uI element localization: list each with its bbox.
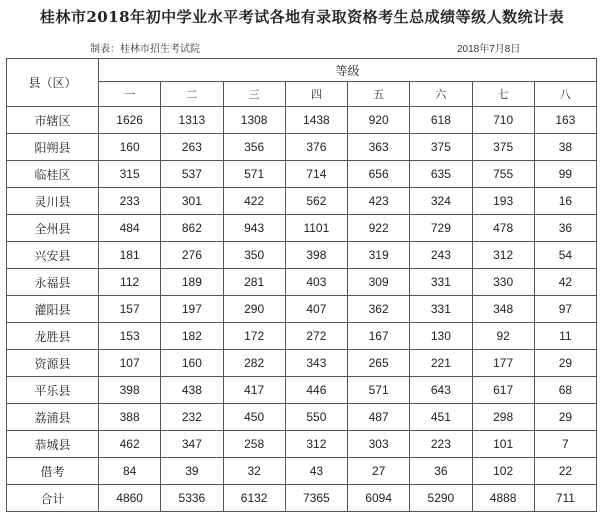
table-cell: 446 (285, 377, 347, 404)
table-cell: 407 (285, 296, 347, 323)
table-cell: 163 (534, 107, 596, 134)
table-cell: 711 (534, 485, 596, 512)
table-cell: 562 (285, 188, 347, 215)
table-cell: 160 (99, 134, 161, 161)
row-label-cell: 资源县 (7, 350, 99, 377)
table-cell: 1438 (285, 107, 347, 134)
table-cell: 1626 (99, 107, 161, 134)
table-cell: 375 (410, 134, 472, 161)
table-cell: 403 (285, 269, 347, 296)
table-cell: 438 (161, 377, 223, 404)
statistics-table (6, 58, 597, 512)
table-cell: 4860 (99, 485, 161, 512)
table-cell: 11 (534, 323, 596, 350)
table-cell: 656 (348, 161, 410, 188)
table-row (7, 134, 597, 161)
table-cell: 221 (410, 350, 472, 377)
table-cell: 422 (223, 188, 285, 215)
table-cell: 1313 (161, 107, 223, 134)
table-cell: 102 (472, 458, 534, 485)
column-header-cell: 三 (223, 82, 285, 107)
table-cell: 571 (223, 161, 285, 188)
table-cell: 276 (161, 242, 223, 269)
table-cell: 281 (223, 269, 285, 296)
table-cell: 6094 (348, 485, 410, 512)
table-cell: 99 (534, 161, 596, 188)
table-cell: 172 (223, 323, 285, 350)
header-row-group (7, 59, 597, 82)
table-cell: 181 (99, 242, 161, 269)
table-row (7, 107, 597, 134)
table-cell: 130 (410, 323, 472, 350)
row-label-cell: 兴安县 (7, 242, 99, 269)
table-maker: 制表：桂林市招生考试院 (90, 44, 200, 55)
table-cell: 319 (348, 242, 410, 269)
table-cell: 1308 (223, 107, 285, 134)
table-cell: 324 (410, 188, 472, 215)
table-cell: 537 (161, 161, 223, 188)
table-cell: 348 (472, 296, 534, 323)
table-cell: 487 (348, 404, 410, 431)
column-header-cell: 一 (99, 82, 161, 107)
table-cell: 182 (161, 323, 223, 350)
table-cell: 54 (534, 242, 596, 269)
table-cell: 571 (348, 377, 410, 404)
table-cell: 101 (472, 431, 534, 458)
group-header-cell: 等级 (99, 59, 597, 82)
table-cell: 232 (161, 404, 223, 431)
table-cell: 312 (285, 431, 347, 458)
table-cell: 315 (99, 161, 161, 188)
table-cell: 388 (99, 404, 161, 431)
table-cell: 451 (410, 404, 472, 431)
table-cell: 68 (534, 377, 596, 404)
table-cell: 303 (348, 431, 410, 458)
row-header-cell: 县（区） (7, 59, 99, 107)
table-cell: 112 (99, 269, 161, 296)
table-cell: 375 (472, 134, 534, 161)
table-row (7, 188, 597, 215)
table-cell: 29 (534, 404, 596, 431)
table-cell: 107 (99, 350, 161, 377)
row-label-cell: 市辖区 (7, 107, 99, 134)
table-cell: 755 (472, 161, 534, 188)
table-cell: 550 (285, 404, 347, 431)
table-cell: 43 (285, 458, 347, 485)
table-cell: 398 (99, 377, 161, 404)
table-cell: 710 (472, 107, 534, 134)
table-cell: 450 (223, 404, 285, 431)
table-cell: 714 (285, 161, 347, 188)
table-cell: 331 (410, 296, 472, 323)
row-label-cell: 龙胜县 (7, 323, 99, 350)
table-cell: 36 (534, 215, 596, 242)
table-row (7, 161, 597, 188)
table-cell: 462 (99, 431, 161, 458)
table-row (7, 350, 597, 377)
table-cell: 167 (348, 323, 410, 350)
table-cell: 312 (472, 242, 534, 269)
table-cell: 398 (285, 242, 347, 269)
row-label-cell: 恭城县 (7, 431, 99, 458)
table-cell: 423 (348, 188, 410, 215)
row-label-cell: 灵川县 (7, 188, 99, 215)
row-label-cell: 全州县 (7, 215, 99, 242)
table-cell: 298 (472, 404, 534, 431)
table-cell: 32 (223, 458, 285, 485)
table-cell: 7 (534, 431, 596, 458)
table-cell: 27 (348, 458, 410, 485)
table-cell: 417 (223, 377, 285, 404)
table-cell: 38 (534, 134, 596, 161)
table-cell: 643 (410, 377, 472, 404)
table-date: 2018年7月8日 (457, 44, 521, 55)
table-cell: 484 (99, 215, 161, 242)
table-cell: 84 (99, 458, 161, 485)
row-label-cell: 荔浦县 (7, 404, 99, 431)
table-cell: 157 (99, 296, 161, 323)
table-cell: 362 (348, 296, 410, 323)
table-cell: 22 (534, 458, 596, 485)
table-cell: 356 (223, 134, 285, 161)
table-cell: 617 (472, 377, 534, 404)
table-cell: 39 (161, 458, 223, 485)
table-cell: 290 (223, 296, 285, 323)
table-cell: 347 (161, 431, 223, 458)
table-row (7, 215, 597, 242)
table-row (7, 296, 597, 323)
table-cell: 233 (99, 188, 161, 215)
table-cell: 177 (472, 350, 534, 377)
table-row (7, 404, 597, 431)
table-cell: 243 (410, 242, 472, 269)
table-row (7, 458, 597, 485)
table-row (7, 269, 597, 296)
table-cell: 301 (161, 188, 223, 215)
table-cell: 160 (161, 350, 223, 377)
table-row (7, 431, 597, 458)
table-cell: 92 (472, 323, 534, 350)
table-cell: 862 (161, 215, 223, 242)
table-cell: 153 (99, 323, 161, 350)
table-cell: 265 (348, 350, 410, 377)
column-header-cell: 七 (472, 82, 534, 107)
table-cell: 16 (534, 188, 596, 215)
table-cell: 5290 (410, 485, 472, 512)
table-cell: 282 (223, 350, 285, 377)
table-cell: 189 (161, 269, 223, 296)
table-cell: 376 (285, 134, 347, 161)
table-cell: 920 (348, 107, 410, 134)
table-cell: 922 (348, 215, 410, 242)
table-cell: 729 (410, 215, 472, 242)
table-cell: 309 (348, 269, 410, 296)
table-cell: 363 (348, 134, 410, 161)
row-label-cell: 临桂区 (7, 161, 99, 188)
table-cell: 6132 (223, 485, 285, 512)
table-cell: 478 (472, 215, 534, 242)
table-cell: 618 (410, 107, 472, 134)
table-row (7, 377, 597, 404)
table-cell: 4888 (472, 485, 534, 512)
table-cell: 258 (223, 431, 285, 458)
table-cell: 97 (534, 296, 596, 323)
column-header-cell: 六 (410, 82, 472, 107)
row-label-cell: 合计 (7, 485, 99, 512)
table-cell: 331 (410, 269, 472, 296)
row-label-cell: 灌阳县 (7, 296, 99, 323)
table-cell: 193 (472, 188, 534, 215)
table-cell: 29 (534, 350, 596, 377)
table-cell: 223 (410, 431, 472, 458)
table-cell: 343 (285, 350, 347, 377)
table-cell: 272 (285, 323, 347, 350)
table-cell: 197 (161, 296, 223, 323)
table-cell: 1101 (285, 215, 347, 242)
column-header-cell: 五 (348, 82, 410, 107)
table-row (7, 242, 597, 269)
table-cell: 42 (534, 269, 596, 296)
table-cell: 350 (223, 242, 285, 269)
table-cell: 7365 (285, 485, 347, 512)
table-cell: 943 (223, 215, 285, 242)
column-header-cell: 二 (161, 82, 223, 107)
table-row (7, 485, 597, 512)
column-header-cell: 八 (534, 82, 596, 107)
table-cell: 330 (472, 269, 534, 296)
table-row (7, 323, 597, 350)
column-header-cell: 四 (285, 82, 347, 107)
page-title: 桂林市2018年初中学业水平考试各地有录取资格考生总成绩等级人数统计表 (39, 8, 565, 26)
row-label-cell: 永福县 (7, 269, 99, 296)
row-label-cell: 阳朔县 (7, 134, 99, 161)
table-cell: 5336 (161, 485, 223, 512)
table-cell: 36 (410, 458, 472, 485)
row-label-cell: 平乐县 (7, 377, 99, 404)
row-label-cell: 借考 (7, 458, 99, 485)
table-cell: 635 (410, 161, 472, 188)
table-cell: 263 (161, 134, 223, 161)
